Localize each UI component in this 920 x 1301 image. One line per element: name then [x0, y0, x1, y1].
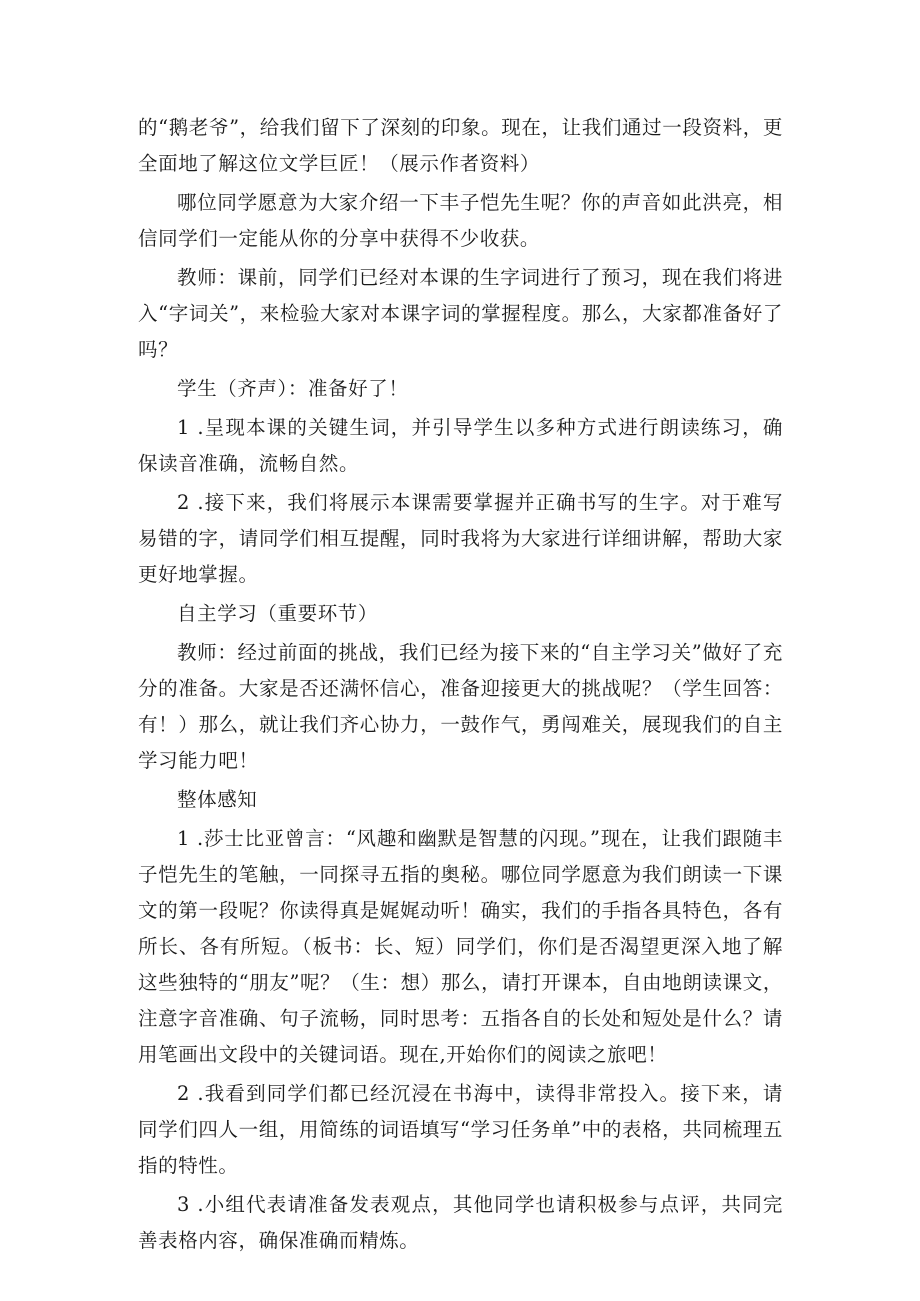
- paragraph-step-2-characters: 2 .接下来，我们将展示本课需要掌握并正确书写的生字。对于难写易错的字，请同学们相互提醒，同时我将为大家进行详细讲解，帮助大家更好地掌握。: [138, 491, 783, 586]
- paragraph-teacher-self-study: 教师：经过前面的挑战，我们已经为接下来的“自主学习关”做好了充分的准备。大家是否还满怀信心，准备迎接更大的挑战呢？（学生回答：有！）那么，就让我们齐心协力，一鼓作气，勇闯难关，展现我们的自主学习能力吧！: [138, 641, 783, 772]
- paragraph-teacher-vocabulary: 教师：课前，同学们已经对本课的生字词进行了预习，现在我们将进入“字词关”，来检验大家对本课字词的掌握程度。那么，大家都准备好了吗？: [138, 266, 783, 361]
- paragraph-perception-step-1: 1 .莎士比亚曾言：“风趣和幽默是智慧的闪现。”现在，让我们跟随丰子恺先生的笔触，一同探寻五指的奥秘。哪位同学愿意为我们朗读一下课文的第一段呢？你读得真是娓娓动听！确实，我们的手指各具特色，各有所长、各有所短。（板书：长、短）同学们，你们是否渴望更深入地了解这些独特的“朋友”呢？（生：想）那么，请打开课本，自由地朗读课文，注意字音准确、句子流畅，同时思考：五指各自的长处和短处是什么？请用笔画出文段中的关键词语。现在,开始你们的阅读之旅吧！: [138, 827, 783, 1066]
- paragraph-author-introduction: 哪位同学愿意为大家介绍一下丰子恺先生呢？你的声音如此洪亮，相信同学们一定能从你的分享中获得不少收获。: [138, 191, 783, 250]
- section-heading-overall-perception: 整体感知: [177, 788, 258, 811]
- paragraph-step-1-words: 1 .呈现本课的关键生词，并引导学生以多种方式进行朗读练习，确保读音准确，流畅自然。: [138, 416, 783, 475]
- paragraph-perception-step-2: 2 .我看到同学们都已经沉浸在书海中，读得非常投入。接下来，请同学们四人一组，用简练的词语填写“学习任务单”中的表格，共同梳理五指的特性。: [138, 1082, 783, 1177]
- paragraph-intro-continuation: 的“鹅老爷”，给我们留下了深刻的印象。现在，让我们通过一段资料，更全面地了解这位文学巨匠！（展示作者资料）: [138, 116, 783, 175]
- paragraph-student-response: 学生（齐声）：准备好了！: [177, 377, 409, 400]
- section-heading-self-study: 自主学习（重要环节）: [177, 602, 379, 625]
- paragraph-perception-step-3: 3 .小组代表请准备发表观点，其他同学也请积极参与点评，共同完善表格内容，确保准确而精炼。: [138, 1193, 783, 1252]
- document-body: [138, 110, 783, 1259]
